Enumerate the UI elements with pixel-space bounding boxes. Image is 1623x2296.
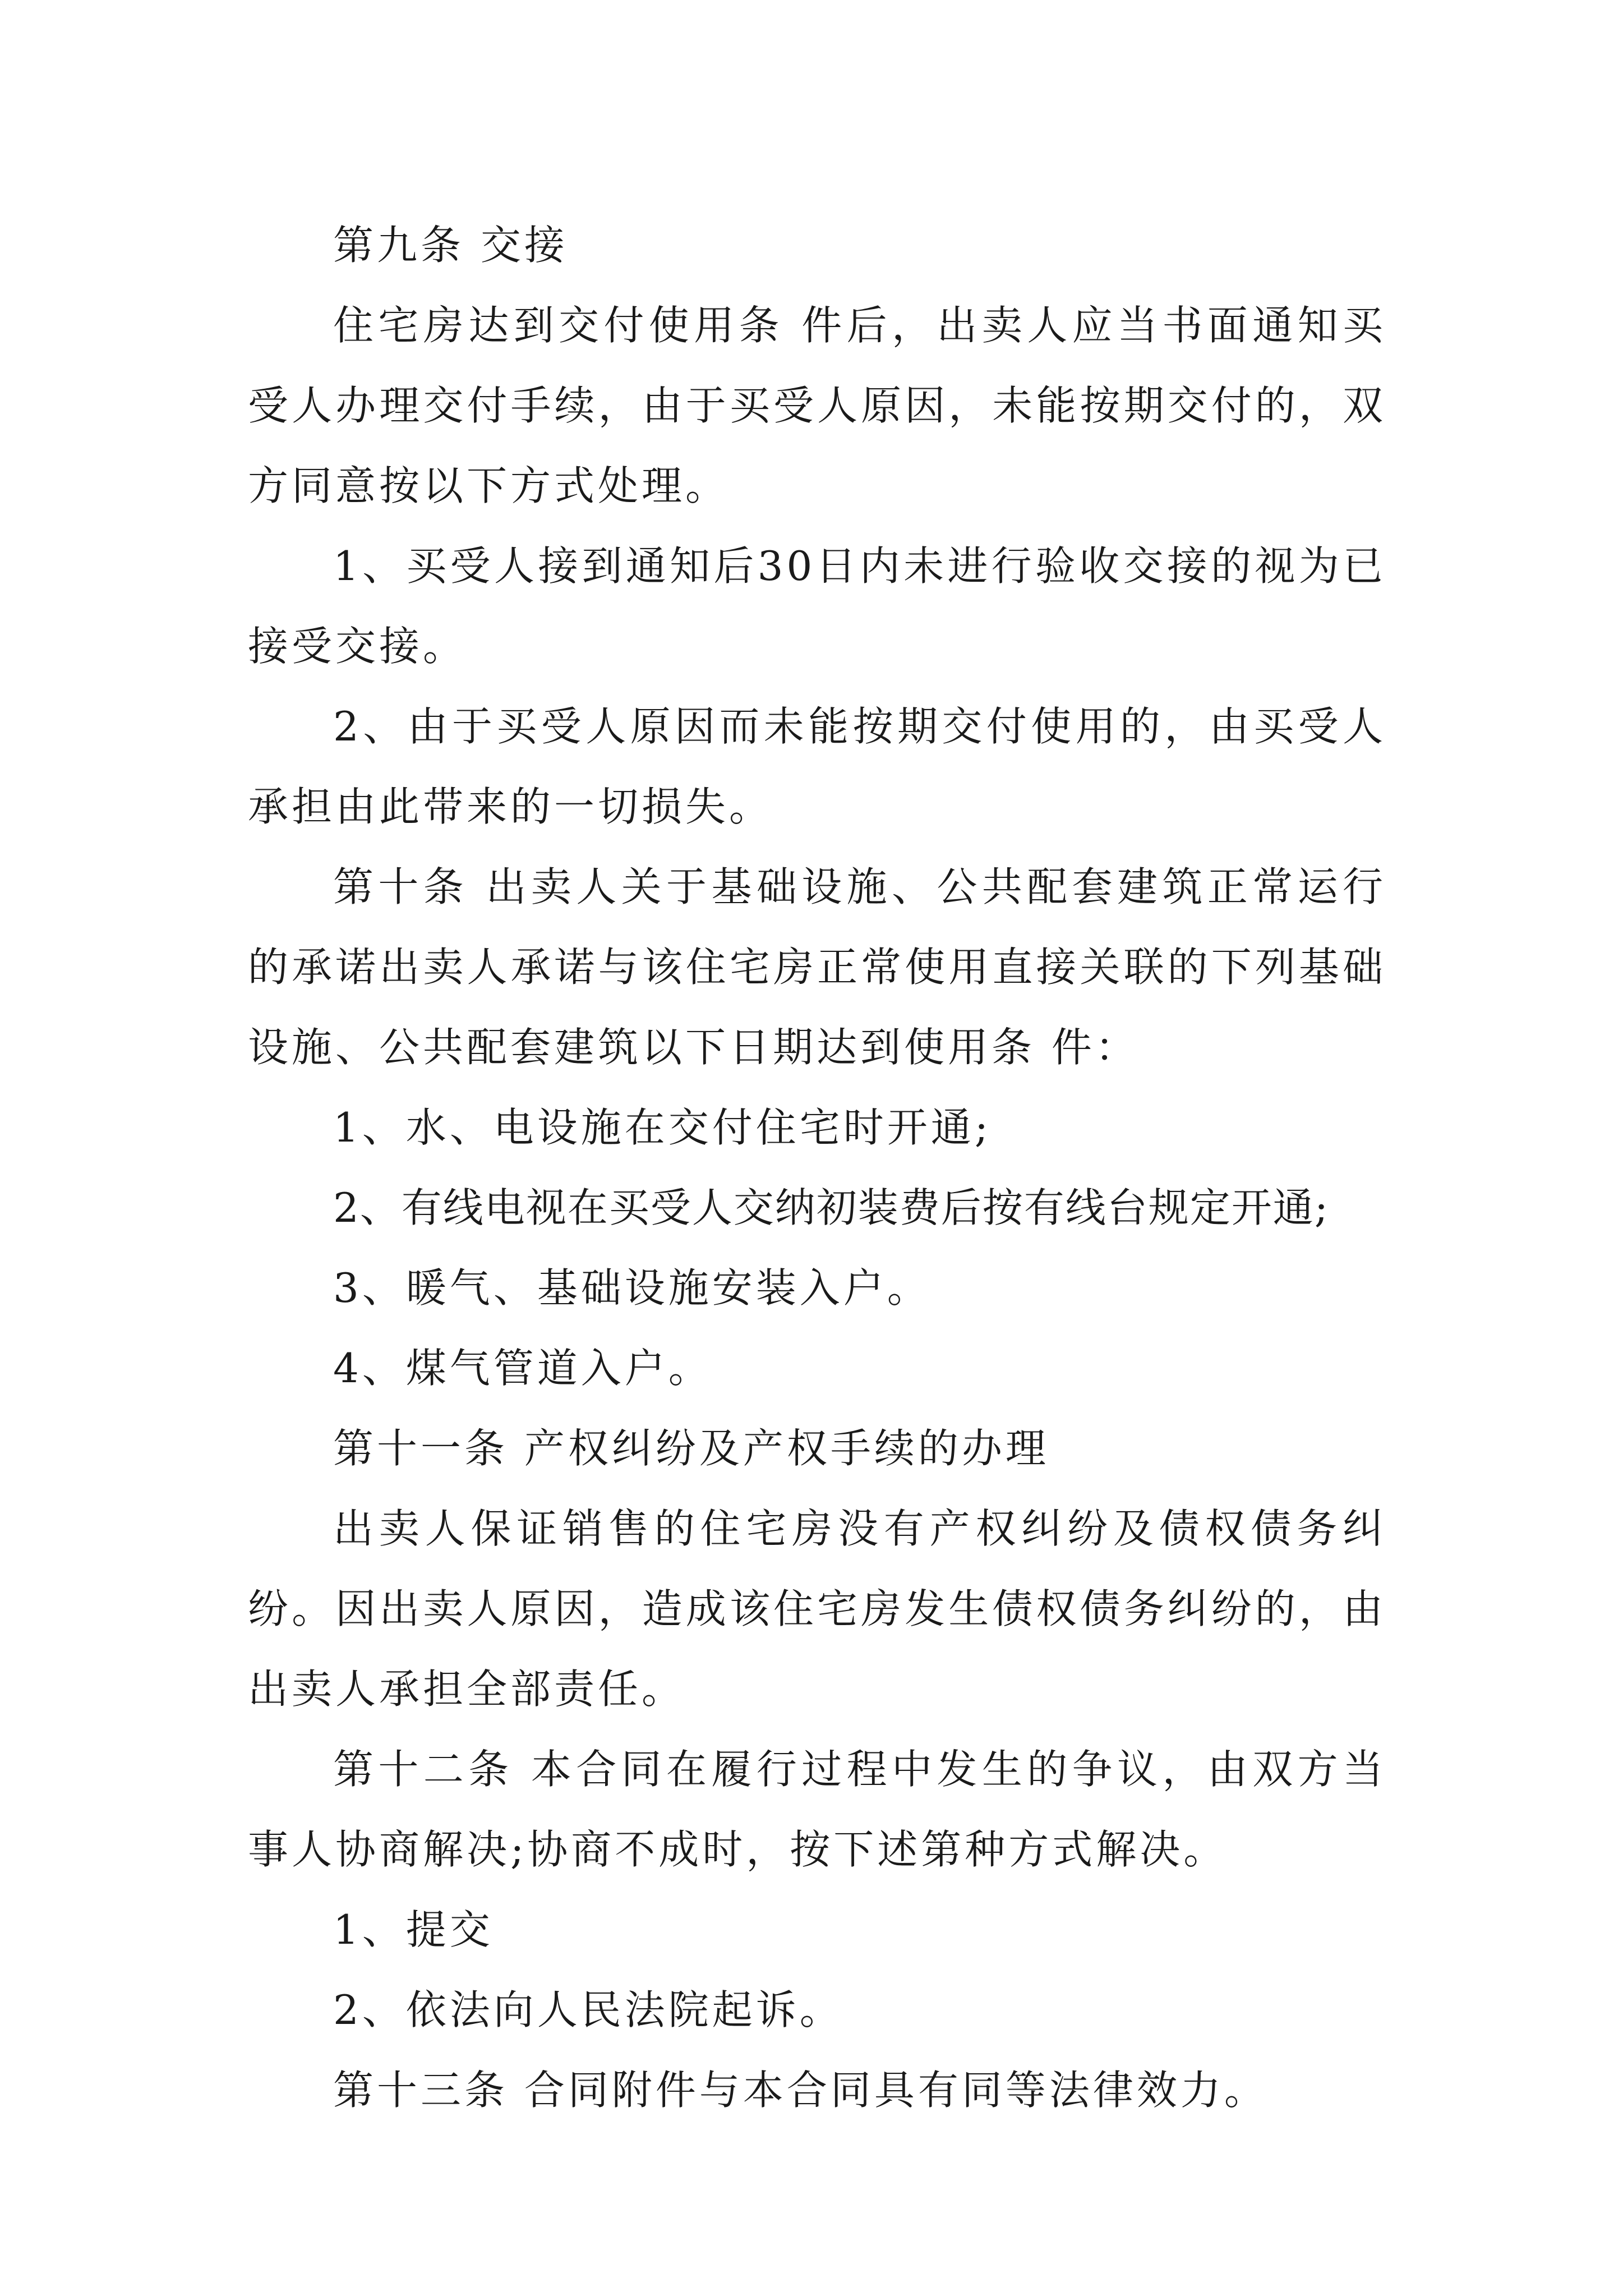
article-13-body: 第十三条 合同附件与本合同具有同等法律效力。 [333, 2067, 1268, 2114]
article-12-item-2: 2、依法向人民法院起诉。 [333, 1986, 843, 2033]
article-12-body: 第十二条 本合同在履行过程中发生的争议，由双方当事人协商解决;协商不成时，按下述第种方式解决。 [248, 1746, 1386, 1873]
article-11-heading: 第十一条 产权纠纷及产权手续的办理 [333, 1425, 1049, 1472]
article-9-item-1: 1、买受人接到通知后30日内未进行验收交接的视为已接受交接。 [248, 542, 1386, 670]
article-9-item-2: 2、由于买受人原因而未能按期交付使用的，由买受人承担由此带来的一切损失。 [248, 703, 1386, 830]
article-9-heading: 第九条 交接 [333, 222, 568, 269]
article-12-item-1: 1、提交 [333, 1906, 494, 1953]
article-9-body: 住宅房达到交付使用条 件后，出卖人应当书面通知买受人办理交付手续，由于买受人原因，未能按期交付的，双方同意按以下方式处理。 [248, 302, 1386, 509]
article-10-body: 第十条 出卖人关于基础设施、公共配套建筑正常运行的承诺出卖人承诺与该住宅房正常使用直接关联的下列基础设施、公共配套建筑以下日期达到使用条 件： [248, 863, 1386, 1071]
document-body [248, 205, 1386, 2131]
article-10-item-1: 1、水、电设施在交付住宅时开通; [333, 1104, 992, 1151]
article-10-item-4: 4、煤气管道入户。 [333, 1345, 712, 1392]
article-11-body: 出卖人保证销售的住宅房没有产权纠纷及债权债务纠纷。因出卖人原因，造成该住宅房发生债权债务纠纷的，由出卖人承担全部责任。 [248, 1505, 1386, 1713]
article-10-item-3: 3、暖气、基础设施安装入户。 [333, 1264, 931, 1312]
article-10-item-2: 2、有线电视在买受人交纳初装费后按有线台规定开通; [333, 1184, 1330, 1231]
